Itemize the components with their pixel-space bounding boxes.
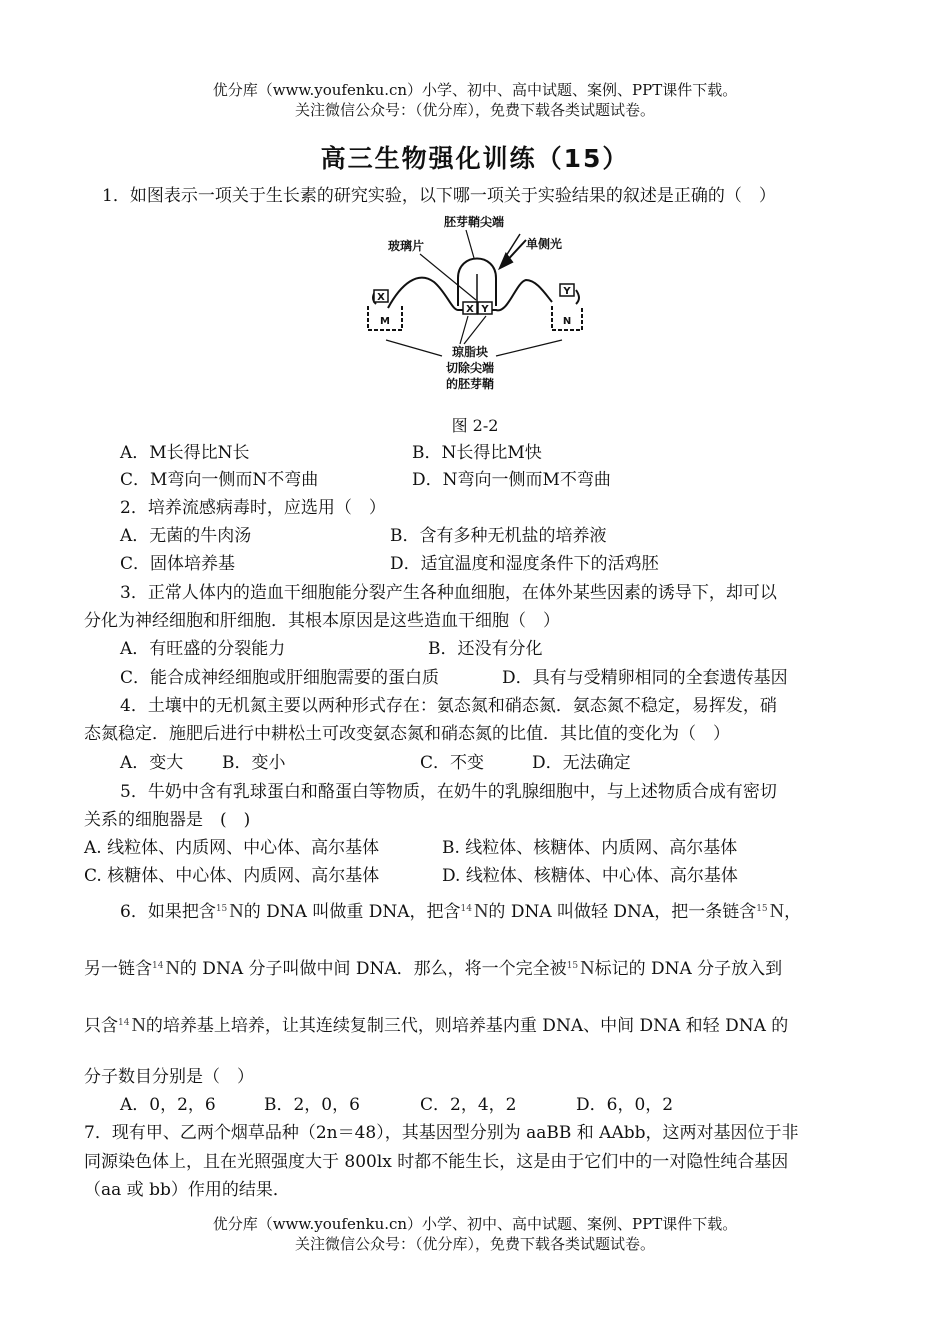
q6-option-b: B．2，0，6 (264, 1095, 360, 1115)
q2-option-d: D．适宜温度和湿度条件下的活鸡胚 (390, 554, 659, 574)
label-x-bottom: X (466, 304, 474, 315)
page-title: 高三生物强化训练（15） (320, 144, 630, 173)
q6-option-a: A．0，2，6 (120, 1095, 216, 1115)
q5-stem-2: 关系的细胞器是 ( ) (84, 810, 251, 830)
q4-option-b: B．变小 (222, 753, 286, 773)
q7-line-1: 7．现有甲、乙两个烟草品种（2n＝48），其基因型分别为 aaBB 和 AAbb，这两对基因位于非 (84, 1123, 799, 1143)
cut-label-line-1 (386, 340, 442, 356)
label-x-top: X (377, 292, 385, 303)
q5-option-b: B. 线粒体、核糖体、内质网、高尔基体 (442, 838, 738, 858)
label-tip: 胚芽鞘尖端 (444, 215, 505, 229)
label-light: 单侧光 (526, 237, 563, 251)
q3-stem-1: 3．正常人体内的造血干细胞能分裂产生各种血细胞，在体外某些因素的诱导下，却可以 (120, 583, 777, 603)
q3-stem-2: 分化为神经细胞和肝细胞．其根本原因是这些造血干细胞（ ） (84, 611, 560, 631)
cut-label-line-2 (496, 340, 562, 356)
q1-figure (356, 210, 596, 400)
q2-stem: 2．培养流感病毒时，应选用（ ） (120, 498, 386, 518)
q1-option-a: A．M长得比N长 (120, 443, 250, 463)
q1-stem: 1．如图表示一项关于生长素的研究实验，以下哪一项关于实验结果的叙述是正确的（ ） (102, 186, 776, 206)
q6-line-4: 分子数目分别是（ ） (84, 1067, 254, 1087)
label-cut: 切除尖端 (446, 361, 495, 375)
q4-option-d: D．无法确定 (532, 753, 631, 773)
q3-option-a: A．有旺盛的分裂能力 (120, 639, 286, 659)
figure-caption: 图 2-2 (451, 416, 499, 435)
label-coleoptile: 的胚芽鞘 (446, 377, 495, 391)
q7-line-3: （aa 或 bb）作用的结果． (84, 1180, 290, 1200)
q2-option-c: C．固体培养基 (120, 554, 236, 574)
q1-option-c: C．M弯向一侧而N不弯曲 (120, 470, 319, 490)
arrow-y-to-n (576, 290, 579, 304)
q4-option-c: C．不变 (420, 753, 485, 773)
footer-line-1: 优分库（www.youfenku.cn）小学、初中、高中试题、案例、PPT课件下载。 (212, 1215, 738, 1233)
q5-option-a: A. 线粒体、内质网、中心体、高尔基体 (84, 838, 380, 858)
isotope-n14: $^{14}$ N (460, 900, 489, 922)
label-y-bottom: Y (481, 304, 489, 315)
q6-line-1: 6．如果把含$^{15}$ N的 DNA 叫做重 DNA，把含$^{14}$ N的 DNA 叫做轻 DNA，把一条链含$^{15}$ N， (120, 900, 802, 922)
q6-option-c: C．2，4，2 (420, 1095, 517, 1115)
isotope-n14: $^{14}$ N (152, 957, 180, 979)
q3-option-b: B．还没有分化 (428, 639, 543, 659)
label-n: N (562, 316, 572, 327)
isotope-n14: $^{14}$ N (118, 1014, 146, 1036)
isotope-n15: $^{15}$ N (756, 900, 785, 922)
light-arrow (500, 234, 526, 268)
tip-label-line (466, 230, 474, 258)
q3-option-d: D．具有与受精卵相同的全套遗传基因 (502, 668, 788, 688)
q6-line-2: 另一链含$^{14}$ N的 DNA 分子叫做中间 DNA．那么，将一个完全被$^{15}$ N标记的 DNA 分子放入到 (84, 957, 783, 979)
q6-option-d: D．6，0，2 (576, 1095, 674, 1115)
q1-option-b: B．N长得比M快 (412, 443, 542, 463)
label-agar: 琼脂块 (452, 345, 489, 359)
q6-line-3: 只含$^{14}$ N的培养基上培养，让其连续复制三代，则培养基内重 DNA、中间 DNA 和轻 DNA 的 (84, 1014, 789, 1036)
q5-option-d: D. 线粒体、核糖体、中心体、高尔基体 (442, 866, 738, 886)
header-line-2: 关注微信公众号：（优分库），免费下载各类试题试卷。 (294, 101, 655, 119)
label-y-top: Y (563, 286, 571, 297)
q5-option-c: C. 核糖体、中心体、内质网、高尔基体 (84, 866, 380, 886)
q4-stem-1: 4．土壤中的无机氮主要以两种形式存在：氨态氮和硝态氮．氨态氮不稳定，易挥发，硝 (120, 696, 777, 716)
label-m: M (380, 316, 390, 327)
label-glass: 玻璃片 (388, 239, 425, 253)
header-line-1: 优分库（www.youfenku.cn）小学、初中、高中试题、案例、PPT课件下载。 (212, 81, 738, 99)
q5-stem-1: 5．牛奶中含有乳球蛋白和酪蛋白等物质，在奶牛的乳腺细胞中，与上述物质合成有密切 (120, 782, 777, 802)
isotope-n15: $^{15}$ N (566, 957, 595, 979)
q3-option-c: C．能合成神经细胞或肝细胞需要的蛋白质 (120, 668, 440, 688)
q4-option-a: A．变大 (120, 753, 184, 773)
q2-option-b: B．含有多种无机盐的培养液 (390, 526, 607, 546)
isotope-n15: $^{15}$ N (215, 900, 244, 922)
q4-stem-2: 态氮稳定．施肥后进行中耕松土可改变氨态氮和硝态氮的比值．其比值的变化为（ ） (84, 724, 730, 744)
footer-line-2: 关注微信公众号：（优分库），免费下载各类试题试卷。 (294, 1235, 655, 1253)
q2-option-a: A．无菌的牛肉汤 (120, 526, 252, 546)
q7-line-2: 同源染色体上，且在光照强度大于 800lx 时都不能生长，这是由于它们中的一对隐性纯合基因 (84, 1152, 789, 1172)
q1-option-d: D．N弯向一侧而M不弯曲 (412, 470, 611, 490)
